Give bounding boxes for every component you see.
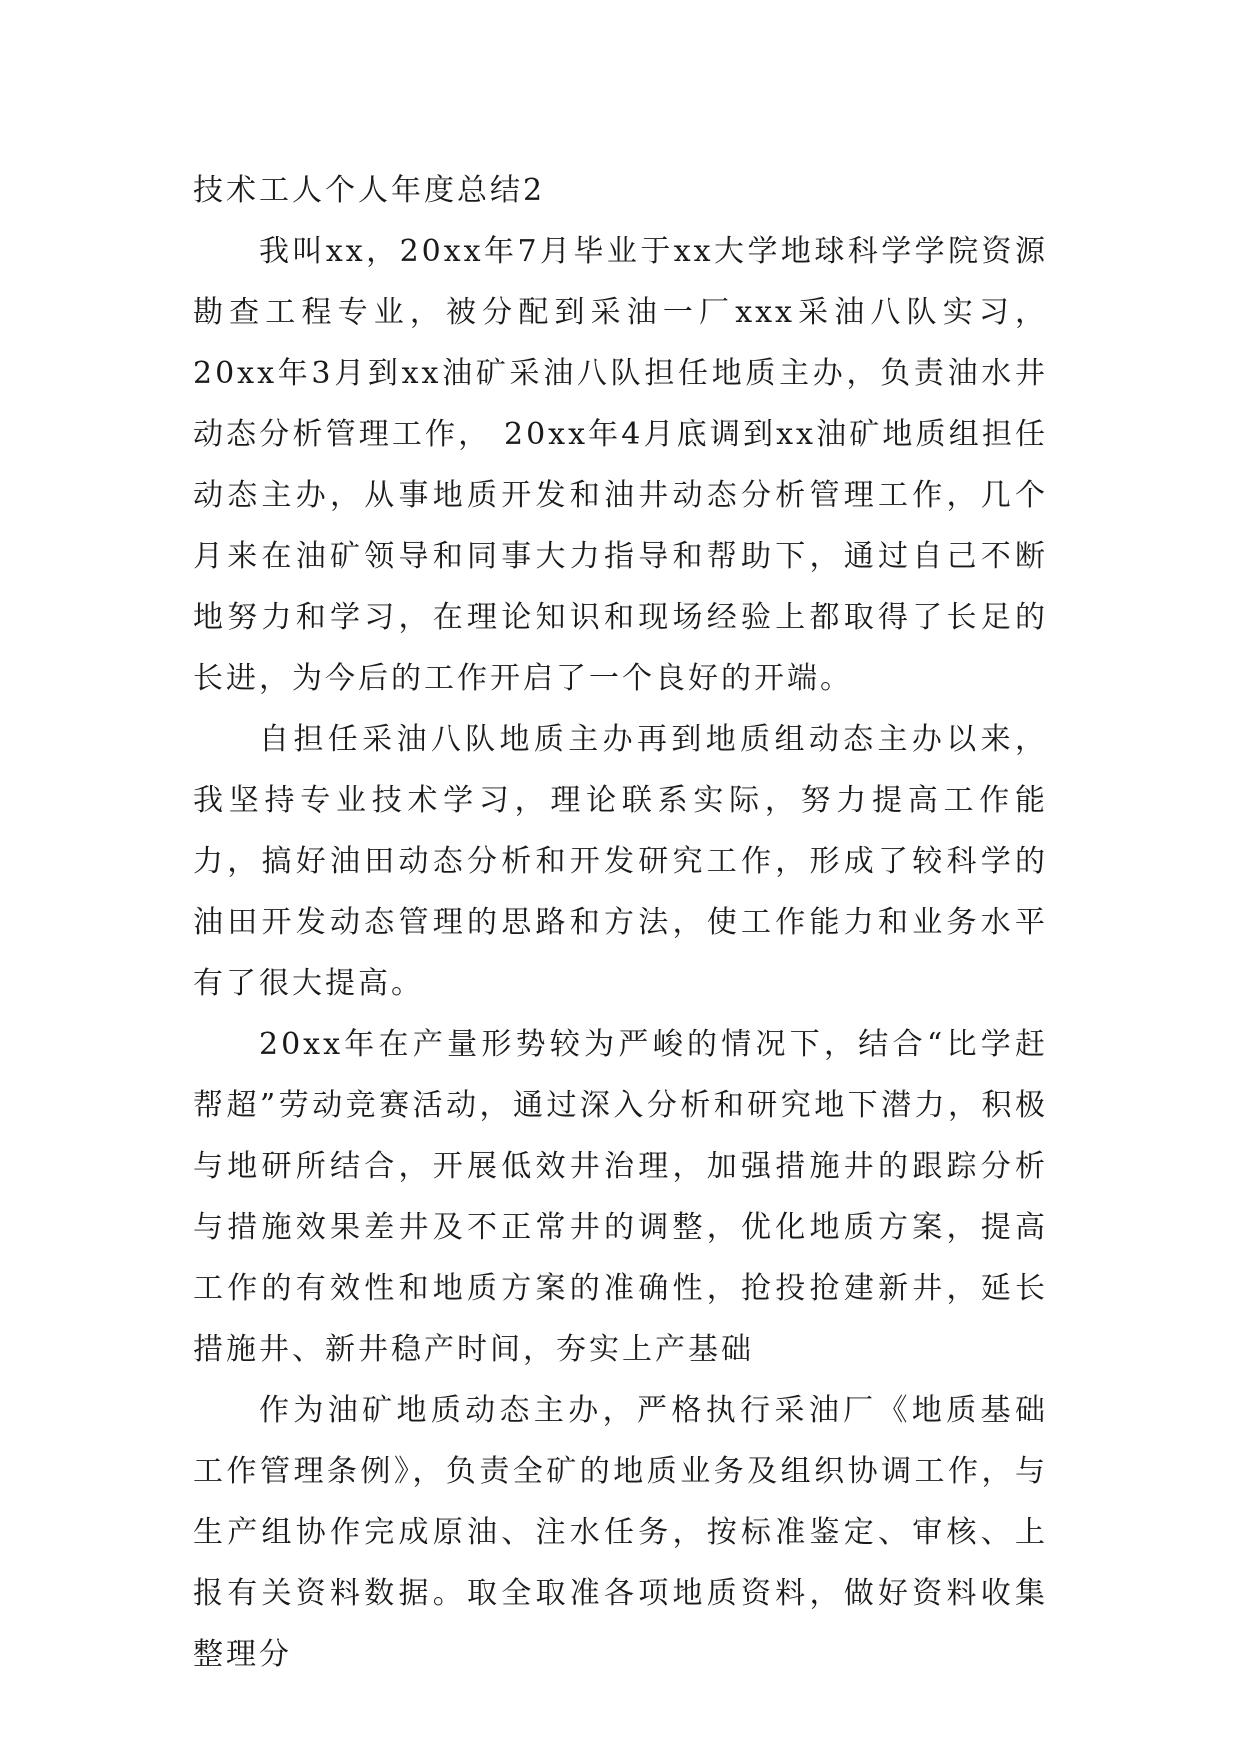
paragraph-4: 作为油矿地质动态主办，严格执行采油厂《地质基础工作管理条例》，负责全矿的地质业务及组织协调工作，与生产组协作完成原油、注水任务，按标准鉴定、审核、上报有关资料数据。取全取准各项地质资料，做好资料收集整理分 [193,1393,1048,1672]
paragraph-1: 我叫xx，20xx年7月毕业于xx大学地球科学学院资源勘查工程专业，被分配到采油一厂xxx采油八队实习，20xx年3月到xx油矿采油八队担任地质主办，负责油水井动态分析管理工作， 20xx年4月底调到xx油矿地质组担任动态主办，从事地质开发和油井动态分析管理工作，几个月来在油矿领导和同事大力指导和帮助下，通过自己不断地努力和学习，在理论知识和现场经验上都取得了长足的长进，为今后的工作开启了一个良好的开端。 [193,234,1048,696]
paragraph-3: 20xx年在产量形势较为严峻的情况下，结合“比学赶帮超”劳动竞赛活动，通过深入分析和研究地下潜力，积极与地研所结合，开展低效井治理，加强措施井的跟踪分析与措施效果差井及不正常井的调整，优化地质方案，提高工作的有效性和地质方案的准确性，抢投抢建新井，延长措施井、新井稳产时间，夯实上产基础 [193,1027,1048,1367]
document-body [193,160,1048,1685]
paragraph-2: 自担任采油八队地质主办再到地质组动态主办以来，我坚持专业技术学习，理论联系实际，努力提高工作能力，搞好油田动态分析和开发研究工作，形成了较科学的油田开发动态管理的思路和方法，使工作能力和业务水平有了很大提高。 [193,722,1048,1001]
document-title: 技术工人个人年度总结2 [193,173,546,208]
